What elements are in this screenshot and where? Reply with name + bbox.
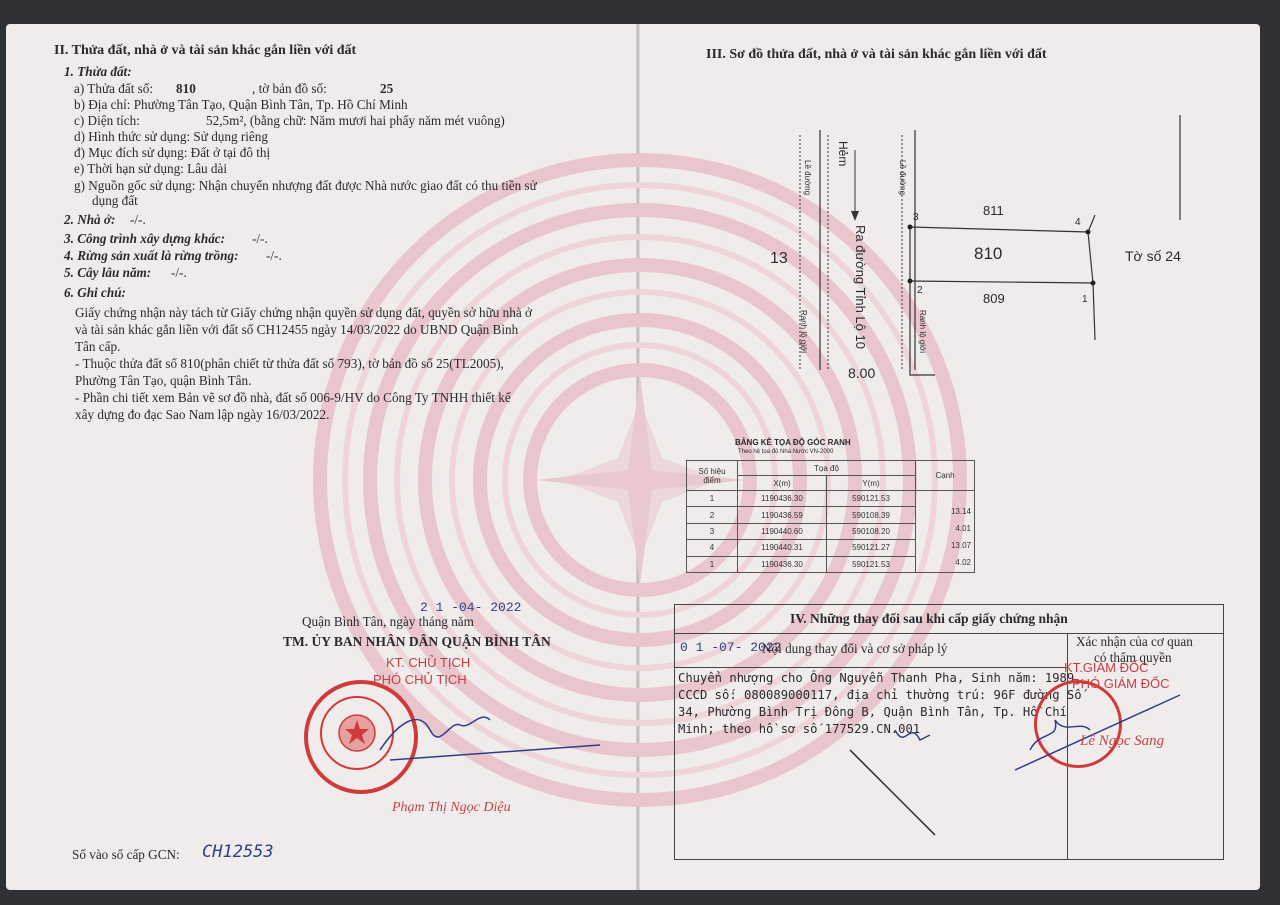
parcel-number: 810 (974, 244, 1003, 263)
cell-y: 590121.53 (827, 491, 916, 507)
note-line: xây dựng đo đạc Sao Nam lập ngày 16/03/2022. (75, 407, 330, 422)
item4-heading: 4. Rừng sản xuất là rừng trồng: (64, 248, 239, 263)
item5-value: -/-. (171, 265, 187, 280)
curb-label-left: Lề đường (803, 160, 812, 196)
col-edge: Cạnh (916, 461, 975, 491)
signer-title-2: PHÓ CHỦ TỊCH (373, 672, 467, 687)
change-content-line: CCCD số: 080089000117, địa chỉ thường trú: 96F đường Số (678, 688, 1082, 702)
sheet-label: Tờ số 24 (1125, 248, 1181, 264)
place-date: Quận Bình Tân, ngày tháng năm (302, 614, 474, 629)
right-stamp-title-2: PHÓ GIÁM ĐỐC (1072, 676, 1170, 691)
edge-value: 4.01 (955, 524, 971, 533)
signer-title-1: KT. CHỦ TỊCH (386, 655, 471, 670)
cell-y: 590121.27 (827, 540, 916, 556)
change-content-line: Minh; theo hồ sơ số 177529.CN.001 (678, 722, 921, 736)
register-value: CH12553 (202, 842, 274, 862)
item3-value: -/-. (252, 231, 268, 246)
section-iii-title: III. Sơ đồ thửa đất, nhà ở và tài sản khác gắn liền với đất (706, 47, 1047, 62)
south-parcel: 809 (983, 291, 1005, 306)
content-header: Nội dung thay đổi và cơ sở pháp lý (762, 641, 948, 656)
item6-heading: 6. Ghi chú: (64, 285, 126, 300)
col-y: Y(m) (827, 476, 916, 491)
cell-x: 1190436.59 (738, 507, 827, 523)
note-line: - Phần chi tiết xem Bản vẽ sơ đồ nhà, đất số 006-9/HV do Công Ty TNHH thiết kế (75, 390, 511, 405)
coordinate-table (686, 460, 975, 573)
corner-2: 2 (917, 285, 923, 296)
cell-point: 3 (687, 523, 738, 539)
change-content-line: 34, Phường Bình Trị Đông B, Quận Bình Tân, Tp. Hồ Chí (678, 705, 1067, 719)
west-parcel: 13 (770, 250, 788, 267)
register-label: Số vào sổ cấp GCN: (72, 847, 180, 862)
cell-point: 2 (687, 507, 738, 523)
note-line: và tài sản khác gắn liền với đất số CH12455 ngày 14/03/2022 do UBND Quận Bình (75, 322, 519, 337)
parcel-value: 810 (176, 81, 196, 96)
col-point: Số hiệu điểm (687, 461, 738, 491)
origin-line-2: dụng đất (92, 193, 138, 208)
alley-label: Hẻm (836, 141, 850, 167)
signer-name: Phạm Thị Ngọc Diệu (392, 800, 511, 815)
item2-value: -/-. (130, 212, 146, 227)
edge-cell (916, 491, 975, 573)
coord-table-title: BẢNG KÊ TỌA ĐỘ GÓC RANH (735, 438, 851, 447)
issuing-authority: TM. ỦY BAN NHÂN DÂN QUẬN BÌNH TÂN (283, 634, 551, 649)
coord-table-subtitle: Theo hệ tọa độ Nhà Nước VN-2000 (738, 449, 834, 455)
item5-heading: 5. Cây lâu năm: (64, 265, 152, 280)
street-label: Ra đường Tỉnh Lộ 10 (853, 225, 868, 349)
cell-y: 590108.39 (827, 507, 916, 523)
col-x: X(m) (738, 476, 827, 491)
confirm-header-1: Xác nhận của cơ quan (1076, 634, 1193, 649)
changes-title: IV. Những thay đổi sau khi cấp giấy chứng nhận (790, 611, 1068, 626)
cell-y: 590121.53 (827, 556, 916, 572)
note-line: Phường Tân Tạo, quận Bình Tân. (75, 373, 252, 388)
edge-value: 13.14 (950, 507, 971, 516)
address-line: b) Địa chỉ: Phường Tân Tạo, Quận Bình Tân, Tp. Hồ Chí Minh (74, 97, 408, 112)
use-term: e) Thời hạn sử dụng: Lâu dài (74, 161, 228, 176)
confirm-header-2: có thẩm quyền (1094, 650, 1172, 665)
change-content-line: Chuyển nhượng cho Ông Nguyễn Thanh Pha, Sinh năm: 1989, (678, 671, 1082, 685)
corner-3: 3 (913, 212, 919, 223)
parcel-label: a) Thửa đất số: (74, 81, 154, 96)
left-signature (360, 700, 610, 780)
curb-label-right: Lề đường (898, 160, 907, 196)
right-signer-name: Lê Ngọc Sang (1080, 733, 1165, 749)
issue-date-stamp: 2 1 -04- 2022 (420, 600, 522, 615)
area-value: 52,5m², (bằng chữ: Năm mươi hai phẩy năm mét vuông) (206, 113, 505, 128)
map-sheet-label: , tờ bản đồ số: (252, 81, 327, 96)
edge-value: 13.07 (950, 541, 971, 550)
item4-value: -/-. (266, 248, 282, 263)
cell-x: 1190440.60 (738, 523, 827, 539)
area-label: c) Diện tích: (74, 113, 140, 128)
section-ii-title: II. Thửa đất, nhà ở và tài sản khác gắn liền với đất (54, 43, 357, 58)
col-coords: Tọa độ (738, 461, 916, 476)
corner-4: 4 (1075, 217, 1081, 228)
item1-heading: 1. Thửa đất: (64, 64, 132, 79)
cell-x: 1190436.30 (738, 556, 827, 572)
cell-x: 1190440.31 (738, 540, 827, 556)
use-purpose: đ) Mục đích sử dụng: Đất ở tại đô thị (74, 145, 271, 160)
cell-point: 1 (687, 491, 738, 507)
width-label: 8.00 (848, 365, 876, 381)
right-signature (840, 690, 1220, 840)
origin-line-1: g) Nguồn gốc sử dụng: Nhận chuyển nhượng đất được Nhà nước giao đất có thu tiền sử (74, 178, 537, 193)
edge-value: 4.02 (955, 558, 971, 567)
note-line: Tân cấp. (75, 339, 121, 354)
cell-point: 4 (687, 540, 738, 556)
corner-1: 1 (1082, 294, 1088, 305)
item2-heading: 2. Nhà ở: (64, 212, 116, 227)
north-parcel: 811 (983, 203, 1004, 218)
right-stamp-title-1: KT.GIÁM ĐỐC (1064, 660, 1149, 675)
table-row (687, 491, 975, 507)
note-line: - Thuộc thửa đất số 810(phân chiết từ thửa đất số 793), tờ bản đồ số 25(TL2005), (75, 356, 504, 371)
note-line: Giấy chứng nhận này tách từ Giấy chứng nhận quyền sử dụng đất, quyền sở hữu nhà ở (75, 305, 532, 320)
change-date-stamp: 0 1 -07- 2022 (680, 640, 782, 655)
cell-x: 1190436.30 (738, 491, 827, 507)
lot-boundary-right: Ranh lộ giới (918, 310, 927, 354)
lot-boundary-left: Ranh lộ giới (799, 310, 808, 354)
cell-y: 590108.20 (827, 523, 916, 539)
map-sheet-value: 25 (380, 81, 394, 96)
cell-point: 1 (687, 556, 738, 572)
use-form: d) Hình thức sử dụng: Sử dụng riêng (74, 129, 268, 144)
item3-heading: 3. Công trình xây dựng khác: (64, 231, 226, 246)
